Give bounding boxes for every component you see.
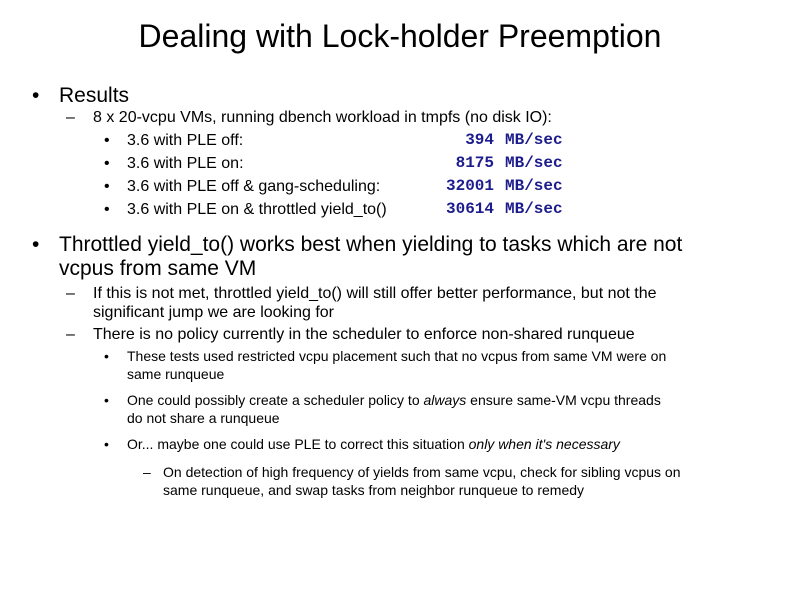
results-heading: Results	[59, 84, 130, 107]
dash-marker: –	[66, 109, 75, 126]
detail-item-line1	[127, 435, 620, 453]
detail-text: ensure same-VM vcpu threads	[466, 392, 661, 408]
dash-marker: –	[66, 285, 75, 302]
bullet-marker: •	[104, 155, 110, 172]
result-unit: MB/sec	[505, 154, 563, 172]
results-description: 8 x 20-vcpu VMs, running dbench workload in tmpfs (no disk IO):	[93, 109, 552, 126]
throttled-sub2: There is no policy currently in the scheduler to enforce non-shared runqueue	[93, 326, 635, 343]
result-value: 8175	[455, 154, 494, 172]
bullet-marker: •	[32, 84, 40, 107]
result-unit: MB/sec	[505, 131, 563, 149]
result-value: 394	[465, 131, 494, 149]
throttled-heading-line2: vcpus from same VM	[59, 257, 257, 280]
result-label: 3.6 with PLE on:	[127, 155, 244, 172]
detail-emphasis: only when it's necessary	[468, 436, 620, 452]
result-label: 3.6 with PLE off:	[127, 132, 244, 149]
result-label: 3.6 with PLE on & throttled yield_to()	[127, 201, 387, 218]
detail-text: One could possibly create a scheduler policy to	[127, 392, 424, 408]
deep-item-line1: On detection of high frequency of yields from same vcpu, check for sibling vcpus on	[163, 464, 681, 480]
bullet-marker: •	[104, 201, 110, 218]
bullet-marker: •	[104, 348, 109, 364]
detail-text: Or... maybe one could use PLE to correct this situation	[127, 436, 469, 452]
detail-item-line1	[127, 391, 661, 409]
detail-item-line2: do not share a runqueue	[127, 410, 280, 426]
detail-emphasis: always	[423, 392, 467, 408]
result-value: 32001	[445, 177, 494, 195]
dash-marker: –	[66, 326, 75, 343]
bullet-marker: •	[104, 392, 109, 408]
detail-item-line2: same runqueue	[127, 366, 225, 382]
slide-title: Dealing with Lock-holder Preemption	[138, 18, 662, 54]
result-unit: MB/sec	[505, 200, 563, 218]
result-unit: MB/sec	[505, 177, 563, 195]
throttled-heading-line1: Throttled yield_to() works best when yielding to tasks which are not	[59, 233, 683, 256]
throttled-sub1-line2: significant jump we are looking for	[93, 304, 335, 321]
result-label: 3.6 with PLE off & gang-scheduling:	[127, 178, 381, 195]
bullet-marker: •	[32, 233, 40, 256]
throttled-sub1-line1: If this is not met, throttled yield_to() will still offer better performance, but not the	[93, 285, 657, 302]
detail-item-line1: These tests used restricted vcpu placement such that no vcpus from same VM were on	[127, 348, 667, 364]
deep-item-line2: same runqueue, and swap tasks from neighbor runqueue to remedy	[163, 482, 585, 498]
bullet-marker: •	[104, 178, 110, 195]
dash-marker: –	[143, 464, 151, 480]
bullet-marker: •	[104, 132, 110, 149]
bullet-marker: •	[104, 436, 109, 452]
result-value: 30614	[445, 200, 494, 218]
